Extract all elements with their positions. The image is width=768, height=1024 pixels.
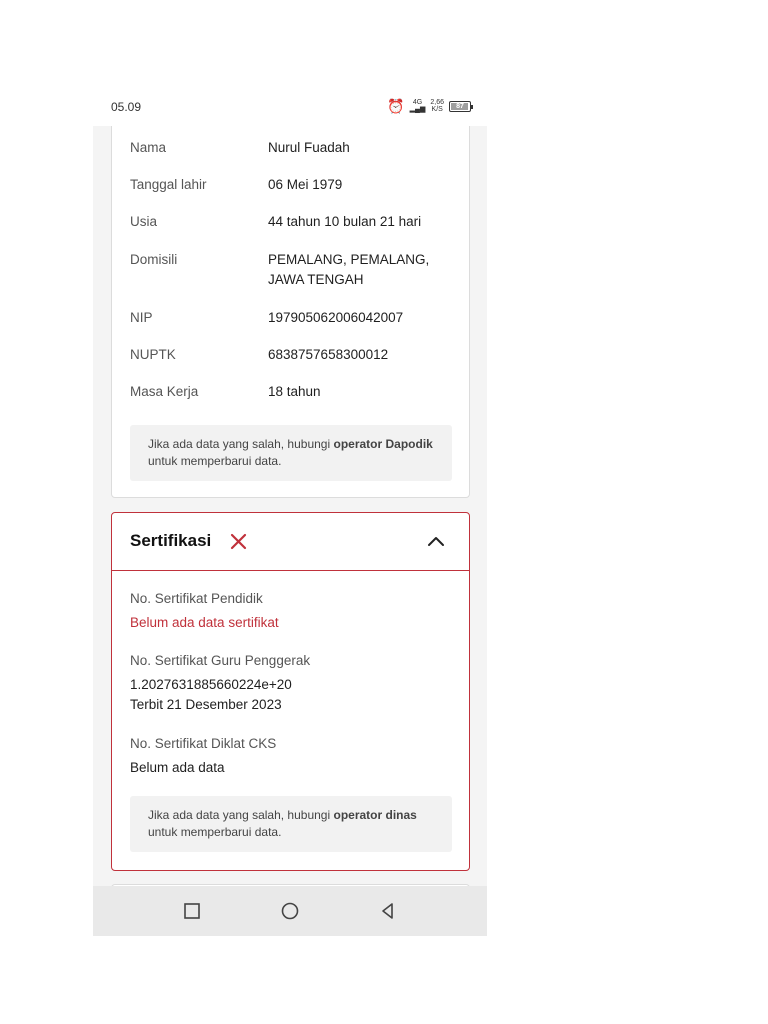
field-value-sertifikat-pendidik: Belum ada data sertifikat: [130, 615, 279, 630]
row-label: Nama: [130, 140, 167, 155]
field-label-diklat-cks: No. Sertifikat Diklat CKS: [130, 736, 277, 751]
row-value: Nurul Fuadah: [268, 140, 350, 155]
row-value: 6838757658300012: [268, 347, 389, 362]
field-value-diklat-cks: Belum ada data: [130, 760, 225, 775]
row-label: NIP: [130, 310, 153, 325]
field-value-guru-penggerak: 1.2027631885660224e+20: [130, 677, 292, 692]
network-type: 4G: [412, 99, 423, 106]
notice-text: Jika ada data yang salah, hubungi: [148, 808, 334, 822]
row-label: Masa Kerja: [130, 384, 199, 399]
field-label-guru-penggerak: No. Sertifikat Guru Penggerak: [130, 653, 311, 668]
certification-card: [111, 512, 470, 871]
dapodik-notice: [130, 425, 452, 481]
battery-level: 87: [456, 102, 464, 110]
profile-row-usia: [130, 212, 458, 232]
row-value: PEMALANG, PEMALANG, JAWA TENGAH: [268, 252, 430, 287]
notice-text: Jika ada data yang salah, hubungi: [148, 437, 334, 451]
data-speed: [430, 99, 444, 113]
row-label: Tanggal lahir: [130, 177, 207, 192]
notice-text-suffix: untuk memperbarui data.: [148, 454, 282, 468]
field-date-guru-penggerak: Terbit 21 Desember 2023: [130, 697, 282, 712]
certification-header[interactable]: [112, 513, 469, 571]
row-value: 197905062006042007: [268, 310, 404, 325]
circle-home-icon[interactable]: [279, 900, 301, 922]
phone-screen: [93, 88, 487, 936]
row-label: Domisili: [130, 252, 178, 267]
alarm-icon: ⏰: [387, 98, 405, 114]
row-value: 44 tahun 10 bulan 21 hari: [268, 214, 422, 229]
triangle-back-icon[interactable]: [377, 900, 399, 922]
status-time: 05.09: [111, 100, 142, 114]
profile-row-nuptk: [130, 345, 458, 365]
row-label: NUPTK: [130, 347, 176, 362]
row-value: 06 Mei 1979: [268, 177, 343, 192]
chevron-up-icon[interactable]: [427, 535, 445, 547]
navigation-bar: [93, 886, 487, 936]
profile-row-nama: [130, 138, 458, 158]
profile-row-tanggal-lahir: [130, 175, 458, 195]
dinas-notice: [130, 796, 452, 852]
profile-card: [111, 126, 470, 498]
profile-row-domisili: [130, 250, 458, 290]
profile-row-masa-kerja: [130, 382, 458, 402]
row-value: 18 tahun: [268, 384, 321, 399]
speed-unit: K/S: [431, 106, 443, 113]
field-label-sertifikat-pendidik: No. Sertifikat Pendidik: [130, 591, 263, 606]
x-icon: [230, 533, 247, 550]
notice-text-suffix: untuk memperbarui data.: [148, 825, 282, 839]
status-icons: [387, 99, 471, 113]
scroll-content[interactable]: [93, 126, 487, 886]
notice-operator-link: operator dinas: [333, 808, 417, 822]
row-label: Usia: [130, 214, 158, 229]
battery-icon: [449, 101, 471, 112]
speed-value: 2,66: [430, 99, 444, 106]
profile-row-nip: [130, 308, 458, 328]
square-recent-icon[interactable]: [181, 900, 203, 922]
certification-title: Sertifikasi: [130, 531, 212, 550]
signal-icon: 4G ▂▄▆: [409, 99, 426, 113]
notice-operator-link: operator Dapodik: [333, 437, 433, 451]
status-bar: [93, 88, 487, 126]
